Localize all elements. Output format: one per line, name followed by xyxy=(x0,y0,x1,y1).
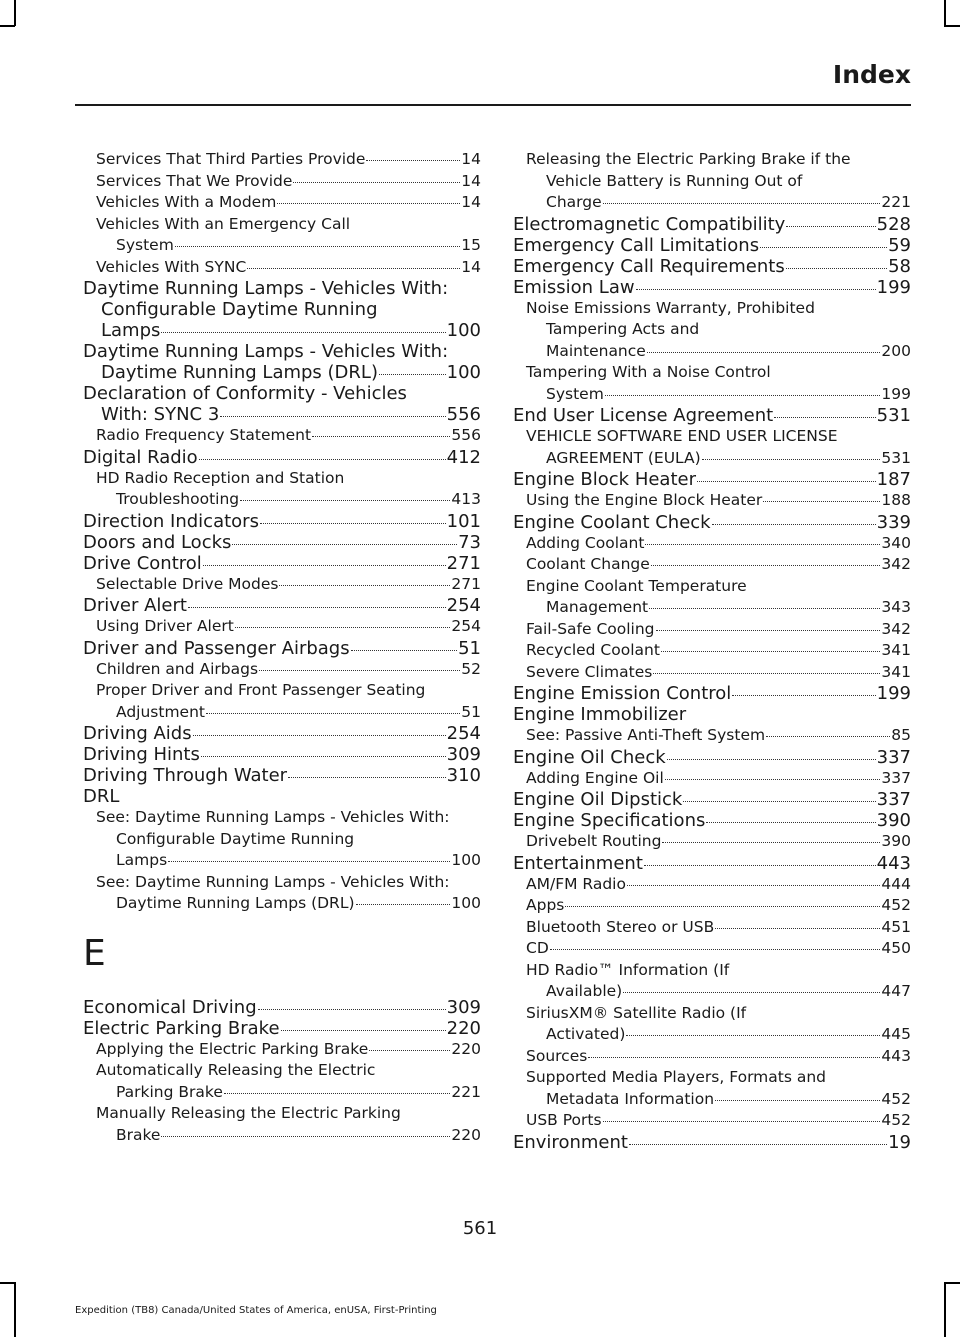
index-heading-line: DRL xyxy=(83,786,120,807)
page-title: Index xyxy=(832,60,911,89)
index-heading[interactable]: Engine Coolant Check 339 xyxy=(513,511,911,533)
index-entry-line: HD Radio Reception and Station xyxy=(96,468,345,487)
index-heading-line: Configurable Daytime Running xyxy=(101,299,378,320)
index-entry[interactable]: Management 343 xyxy=(546,598,911,616)
index-entry[interactable]: Vehicles With a Modem 14 xyxy=(96,193,481,211)
index-entry-line: Vehicle Battery is Running Out of xyxy=(546,171,803,190)
index-entry[interactable]: System 199 xyxy=(546,384,911,403)
index-entry[interactable]: Charge 221 xyxy=(546,193,911,211)
index-heading[interactable]: Economical Driving 309 xyxy=(83,996,481,1018)
index-entry[interactable]: Vehicles With SYNC 14 xyxy=(96,257,481,276)
index-heading[interactable]: Engine Block Heater 187 xyxy=(513,469,911,490)
index-entry[interactable]: See: Passive Anti-Theft System 85 xyxy=(526,726,911,744)
index-entry-line: Supported Media Players, Formats and xyxy=(526,1068,827,1086)
section-letter: E xyxy=(83,932,106,974)
index-entry-line: Proper Driver and Front Passenger Seating xyxy=(96,681,426,699)
index-entry[interactable]: Troubleshooting 413 xyxy=(116,490,481,508)
index-entry-line: VEHICLE SOFTWARE END USER LICENSE xyxy=(526,427,838,445)
index-heading[interactable]: Emergency Call Requirements 58 xyxy=(513,255,911,277)
index-entry[interactable]: System 15 xyxy=(116,236,481,254)
index-heading[interactable]: Emission Law 199 xyxy=(513,276,911,298)
index-column-right xyxy=(513,149,911,1153)
index-heading[interactable]: Lamps 100 xyxy=(101,320,481,341)
index-entry-line: HD Radio™ Information (If xyxy=(526,960,730,979)
index-entry[interactable]: Recycled Coolant 341 xyxy=(526,641,911,659)
index-entry-line: Automatically Releasing the Electric xyxy=(96,1061,376,1079)
index-heading[interactable]: Driver and Passenger Airbags 51 xyxy=(83,637,481,659)
index-entry[interactable]: Adjustment 51 xyxy=(116,702,481,721)
index-entry[interactable]: Using the Engine Block Heater 188 xyxy=(526,491,911,509)
index-heading[interactable]: Direction Indicators 101 xyxy=(83,510,481,532)
index-entry-line: Configurable Daytime Running xyxy=(116,829,355,848)
index-heading[interactable]: Emergency Call Limitations 59 xyxy=(513,234,911,256)
index-heading-line: Declaration of Conformity - Vehicles xyxy=(83,383,407,404)
index-entry[interactable]: Maintenance 200 xyxy=(546,341,911,360)
index-entry[interactable]: Applying the Electric Parking Brake 220 xyxy=(96,1039,481,1058)
footer-text: Expedition (TB8) Canada/United States of America, enUSA, First-Printing xyxy=(75,1305,437,1316)
index-entry[interactable]: Apps 452 xyxy=(526,896,911,914)
index-entry[interactable]: Adding Coolant 340 xyxy=(526,533,911,552)
index-entry[interactable]: Services That We Provide 14 xyxy=(96,171,481,190)
index-heading[interactable]: Driving Aids 254 xyxy=(83,723,481,744)
index-entry-line: Releasing the Electric Parking Brake if the xyxy=(526,150,851,168)
index-heading-line: Daytime Running Lamps - Vehicles With: xyxy=(83,341,449,362)
index-heading[interactable]: Driver Alert 254 xyxy=(83,595,481,616)
index-entry-line: See: Daytime Running Lamps - Vehicles With: xyxy=(96,872,450,891)
index-entry-line: Noise Emissions Warranty, Prohibited xyxy=(526,298,815,317)
index-entry-line: Engine Coolant Temperature xyxy=(526,576,747,595)
index-heading[interactable]: Doors and Locks 73 xyxy=(83,531,481,553)
crop-mark-top-left-h xyxy=(0,25,15,27)
index-entry[interactable]: Activated) 445 xyxy=(546,1025,911,1043)
index-entry[interactable]: Radio Frequency Statement 556 xyxy=(96,426,481,444)
index-entry[interactable]: Children and Airbags 52 xyxy=(96,659,481,678)
index-entry[interactable]: CD 450 xyxy=(526,939,911,957)
index-entry[interactable]: Drivebelt Routing 390 xyxy=(526,832,911,850)
index-heading[interactable]: Drive Control 271 xyxy=(83,552,481,574)
index-entry[interactable]: Severe Climates 341 xyxy=(526,662,911,681)
index-heading[interactable]: Digital Radio 412 xyxy=(83,446,481,468)
index-heading[interactable]: Driving Hints 309 xyxy=(83,744,481,765)
index-entry[interactable]: AGREEMENT (EULA) 531 xyxy=(546,448,911,467)
index-entry[interactable]: Coolant Change 342 xyxy=(526,555,911,573)
index-entry[interactable]: Daytime Running Lamps (DRL) 100 xyxy=(116,894,481,912)
index-column-left xyxy=(83,149,481,1146)
crop-mark-top-left xyxy=(14,0,16,26)
index-heading[interactable]: With: SYNC 3 556 xyxy=(101,404,481,425)
index-entry[interactable]: Brake 220 xyxy=(116,1125,481,1144)
crop-mark-bottom-right-h xyxy=(944,1282,960,1284)
index-heading[interactable]: Engine Oil Dipstick 337 xyxy=(513,789,911,810)
index-entry[interactable]: AM/FM Radio 444 xyxy=(526,874,911,893)
index-heading[interactable]: Electromagnetic Compatibility 528 xyxy=(513,213,911,235)
header-rule xyxy=(75,104,911,106)
index-heading[interactable]: Entertainment 443 xyxy=(513,852,911,874)
page-number: 561 xyxy=(462,1218,498,1239)
index-entry[interactable]: Bluetooth Stereo or USB 451 xyxy=(526,917,911,936)
index-heading[interactable]: Engine Emission Control 199 xyxy=(513,683,911,704)
index-entry-line: Tampering With a Noise Control xyxy=(526,363,771,381)
index-entry[interactable]: USB Ports 452 xyxy=(526,1111,911,1129)
index-entry[interactable]: Fail-Safe Cooling 342 xyxy=(526,619,911,638)
index-heading[interactable]: Daytime Running Lamps (DRL) 100 xyxy=(101,362,481,383)
crop-mark-bottom-left-h xyxy=(0,1282,15,1284)
index-entry[interactable]: Selectable Drive Modes 271 xyxy=(96,574,481,593)
index-heading[interactable]: Engine Specifications 390 xyxy=(513,810,911,831)
index-heading[interactable]: Driving Through Water 310 xyxy=(83,765,481,786)
crop-mark-bottom-right xyxy=(944,1282,946,1337)
index-heading[interactable]: Environment 19 xyxy=(513,1131,911,1153)
index-entry[interactable]: Available) 447 xyxy=(546,982,911,1000)
index-entry[interactable]: Parking Brake 221 xyxy=(116,1082,481,1101)
index-entry[interactable]: Services That Third Parties Provide 14 xyxy=(96,150,481,168)
index-entry-line: See: Daytime Running Lamps - Vehicles With: xyxy=(96,808,450,826)
index-entry-line: Tampering Acts and xyxy=(546,320,700,338)
index-entry[interactable]: Lamps 100 xyxy=(116,851,481,869)
index-entry[interactable]: Sources 443 xyxy=(526,1046,911,1065)
crop-mark-top-right-h xyxy=(944,25,960,27)
index-heading-line: Engine Immobilizer xyxy=(513,704,687,725)
index-heading[interactable]: Electric Parking Brake 220 xyxy=(83,1017,481,1039)
crop-mark-bottom-left xyxy=(14,1282,16,1337)
index-entry-line: Manually Releasing the Electric Parking xyxy=(96,1104,401,1122)
crop-mark-top-right xyxy=(944,0,946,26)
index-heading[interactable]: End User License Agreement 531 xyxy=(513,405,911,426)
index-entry[interactable]: Adding Engine Oil 337 xyxy=(526,768,911,787)
index-heading[interactable]: Engine Oil Check 337 xyxy=(513,746,911,768)
index-entry-line: SiriusXM® Satellite Radio (If xyxy=(526,1003,747,1022)
index-entry[interactable]: Using Driver Alert 254 xyxy=(96,617,481,635)
index-entry-line: Vehicles With an Emergency Call xyxy=(96,214,351,233)
index-heading-line: Daytime Running Lamps - Vehicles With: xyxy=(83,278,449,299)
index-entry[interactable]: Metadata Information 452 xyxy=(546,1089,911,1108)
